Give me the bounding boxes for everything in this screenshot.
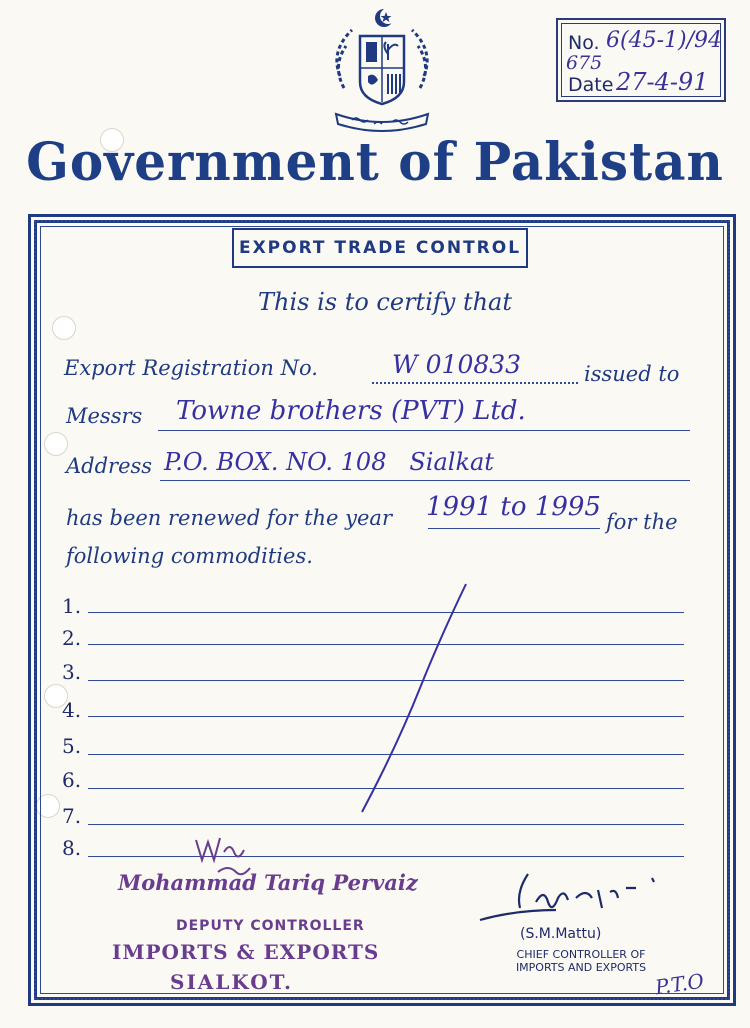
address-label: Address (66, 454, 153, 478)
certify-intro: This is to certify that (258, 288, 512, 316)
commodity-number: 1. (62, 594, 82, 618)
signatory-title-line: IMPORTS AND EXPORTS (515, 961, 647, 974)
commodity-number: 5. (62, 734, 82, 758)
cancellation-stroke (350, 578, 480, 818)
document-title: Government of Pakistan (26, 130, 724, 193)
registration-label: Export Registration No. (64, 356, 318, 380)
address-value: P.O. BOX. NO. 108 Sialkat (164, 448, 494, 476)
registration-value: W 010833 (392, 350, 522, 379)
commodity-line (88, 856, 684, 857)
ref-number-value: 6(45-1)/94 (606, 28, 722, 53)
commodity-number: 7. (62, 804, 82, 828)
messrs-label: Messrs (66, 404, 143, 428)
commodity-number: 3. (62, 660, 82, 684)
stamp-city: SIALKOT. (170, 970, 293, 994)
renewal-label: has been renewed for the year (66, 506, 392, 530)
registration-line (372, 382, 578, 384)
signature (476, 862, 676, 924)
address-line (160, 480, 690, 481)
section-label: EXPORT TRADE CONTROL (238, 238, 522, 258)
signatory-title (506, 948, 656, 974)
commodity-line (88, 824, 684, 825)
messrs-line (158, 430, 690, 431)
commodity-number: 6. (62, 768, 82, 792)
signatory-name: (S.M.Mattu) (520, 926, 602, 942)
issued-to-label: issued to (584, 362, 680, 386)
commodity-number: 8. (62, 836, 82, 860)
for-the-label: for the (606, 510, 678, 534)
year-value: 1991 to 1995 (426, 492, 601, 522)
stamp-department: IMPORTS & EXPORTS (112, 940, 380, 964)
ref-number-label: No. (568, 32, 600, 54)
commodities-label: following commodities. (66, 544, 313, 568)
commodity-number: 2. (62, 626, 82, 650)
commodity-number: 4. (62, 698, 82, 722)
stamp-designation: DEPUTY CONTROLLER (176, 918, 365, 934)
stamp-officer-name: Mohammad Tariq Pervaiz (118, 870, 418, 895)
messrs-value: Towne brothers (PVT) Ltd. (176, 396, 526, 426)
crescent-star-icon (375, 8, 396, 27)
signatory-title-line: CHIEF CONTROLLER OF (516, 948, 646, 961)
date-label: Date (568, 74, 614, 96)
year-line (428, 528, 600, 529)
ref-extra-number: 675 (566, 52, 603, 74)
state-emblem-icon (322, 6, 442, 136)
date-value: 27-4-91 (616, 68, 709, 96)
pto-mark: P.T.O (653, 968, 706, 1000)
